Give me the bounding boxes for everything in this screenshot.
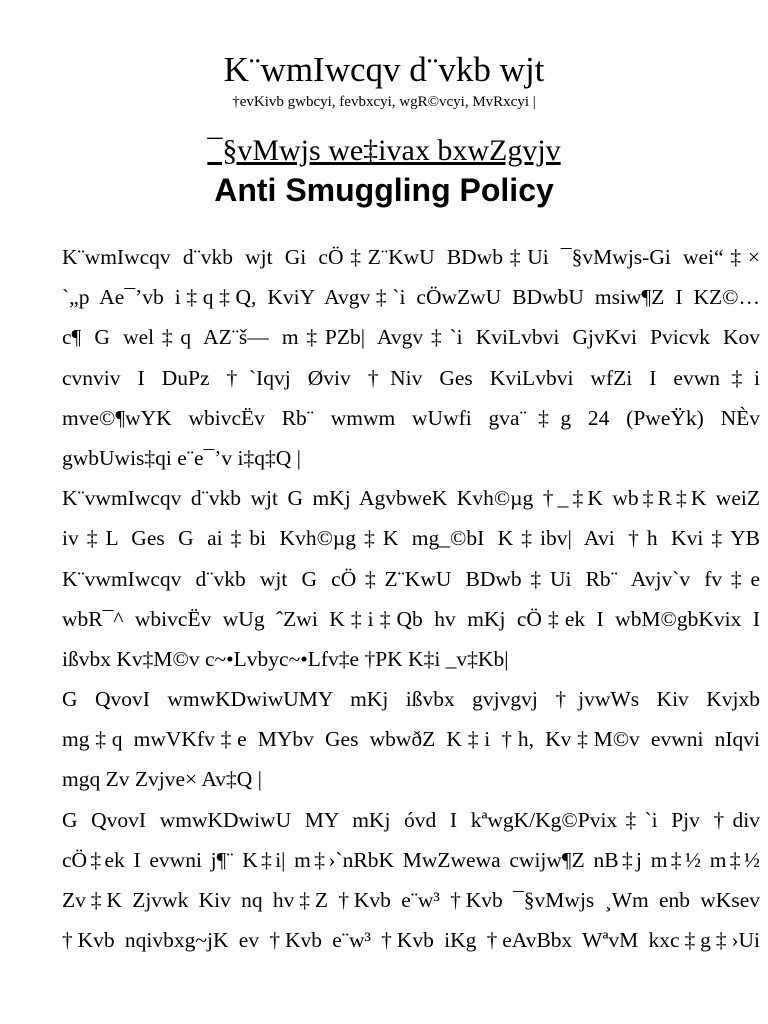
- body-line: mgq Zv Zvjve× Av‡Q |: [62, 767, 262, 792]
- body-line: G QvovI wmwKDwiwU MY mKj óvd I kªwgK/Kg©Pvix‡`i Pjv †div: [62, 807, 760, 832]
- policy-heading-bangla: ¯§vMwjs we‡ivax bxwZgvjv: [207, 134, 561, 167]
- body-line: ißvbx Kv‡M©v c~•Lvbyc~•Lfv‡e †PK K‡i _v‡Kb|: [62, 646, 509, 671]
- body-line: cÖ‡ek I evwni j¶¨ K‡i| m‡›`nRbK MwZwewa cwijw¶Z nB‡j m‡½ m‡½: [62, 847, 760, 872]
- body-line: mve©¶wYK wbivcËv Rb¨ wmwm wUwfi gva¨‡g 24 (PweŸk) NÈv: [62, 405, 760, 430]
- body-line: †Kvb nqivbxg~jK ev †Kvb e¨w³ †Kvb iKg †eAvBbx WªvM kxc‡g‡›Ui: [62, 928, 760, 953]
- body-line: gwbUwis‡qi e¨e¯’v i‡q‡Q |: [62, 445, 301, 470]
- body-line: K¨vwmIwcqv d¨vkb wjt G cÖ‡Z¨KwU BDwb‡Ui Rb¨ Avjv`v fv‡e: [62, 566, 760, 591]
- body-line: iv‡L Ges G ai‡bi Kvh©µg‡K mg_©bI K‡ibv| Avi †h Kvi‡YB: [62, 526, 760, 551]
- body-line: mg‡q mwVKfv‡e MYbv Ges wbwðZ K‡i †h, Kv‡M©v evwni nIqvi: [62, 727, 760, 752]
- body-line: G QvovI wmwKDwiwUMY mKj ißvbx gvjvgvj †jvwWs Kiv Kvjxb: [62, 687, 760, 712]
- policy-body: [62, 237, 760, 960]
- body-line: K¨wmIwcqv d¨vkb wjt Gi cÖ‡Z¨KwU BDwb‡Ui ¯§vMwjs-Gi wei“‡×: [62, 245, 760, 269]
- body-line: K¨vwmIwcqv d¨vkb wjt G mKj AgvbweK Kvh©µg †_‡K wb‡R‡K weiZ: [62, 486, 760, 511]
- body-line: cvnviv I DuPz †`Iqvj Øviv †Niv Ges KviLvbvi wfZi I evwn‡i: [62, 365, 760, 390]
- policy-heading-english: Anti Smuggling Policy: [214, 172, 554, 208]
- body-line: `„p Ae¯’vb i‡q‡Q, KviY Avgv‡`i cÖwZwU BDwbU msiw¶Z I KZ©…: [62, 285, 760, 310]
- company-title: K¨wmIwcqv d¨vkb wjt: [223, 50, 545, 89]
- company-address: †evKivb gwbcyi, fevbxcyi, wgR©vcyi, MvRxcyi |: [232, 94, 536, 110]
- body-line: c¶ G wel‡q AZ¨š— m‡PZb| Avgv‡`i KviLvbvi GjvKvi Pvicvk Kov: [62, 325, 760, 350]
- body-line: wbR¯^ wbivcËv wUg ˆZwi K‡i‡Qb hv mKj cÖ‡ek I wbM©gbKvix I: [62, 606, 760, 631]
- body-line: Zv‡K Zjvwk Kiv nq hv‡Z †Kvb e¨w³ †Kvb ¯§vMwjs ¸Wm enb wKsev: [62, 888, 760, 912]
